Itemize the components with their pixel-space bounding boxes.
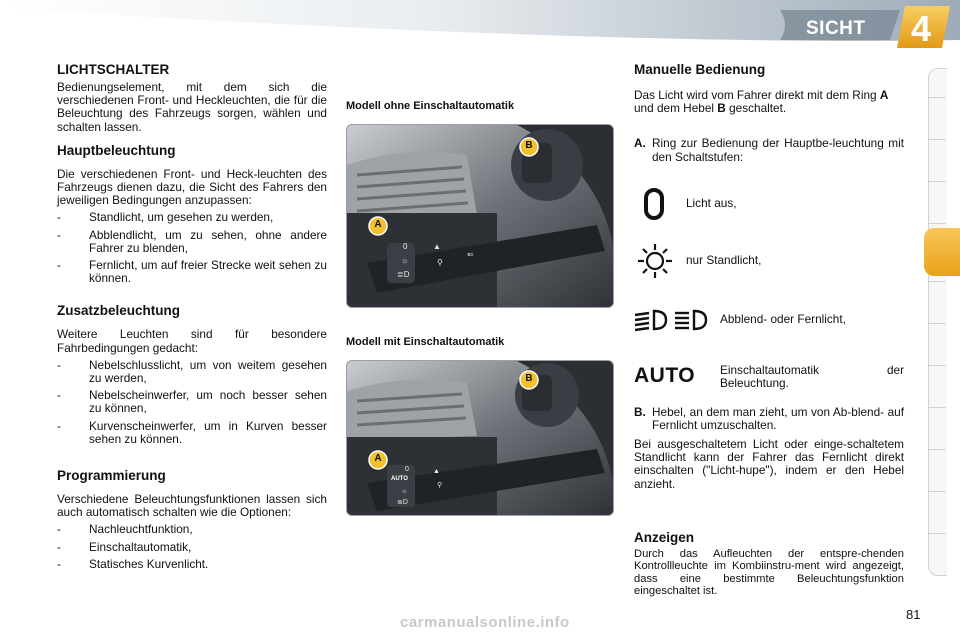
item-b: B. Hebel, an dem man zieht, um von Ab-blend- auf Fernlicht umzuschalten.	[634, 405, 904, 433]
svg-text:☼: ☼	[401, 488, 408, 495]
section-title-lichtschalter: LICHTSCHALTER	[57, 62, 170, 77]
list-item: - Einschaltautomatik,	[57, 539, 192, 554]
page-number: 81	[906, 607, 921, 622]
heading-programmierung: Programmierung	[57, 468, 166, 484]
item-a: A. Ring zur Bedienung der Hauptbe-leuchtung mit den Schaltstufen:	[634, 136, 904, 164]
svg-text:≣D: ≣D	[397, 499, 408, 506]
list-item: - Nachleuchtfunktion,	[57, 522, 193, 537]
svg-text:⚲: ⚲	[437, 482, 443, 489]
list-item: - Nebelschlusslicht, um von weitem gesehen zu werden,	[57, 357, 327, 386]
list-item: - Standlicht, um gesehen zu werden,	[57, 210, 274, 225]
badge-a: A	[374, 453, 382, 464]
list-item: - Abblendlicht, um zu sehen, ohne andere Fahrer zu blenden,	[57, 227, 327, 255]
photo-stalk-without-auto	[346, 124, 614, 308]
list-item: - Nebelscheinwerfer, um noch besser sehen zu können,	[57, 388, 327, 416]
badge-b: B	[525, 373, 533, 384]
svg-text:▲: ▲	[433, 242, 441, 251]
heading-anzeigen: Anzeigen	[634, 530, 695, 545]
badge-b: B	[525, 140, 533, 151]
list-item: - Kurvenscheinwerfer, um in Kurven besser sehen zu können.	[57, 418, 327, 446]
chapter-tab-strip[interactable]	[928, 68, 947, 576]
svg-text:⇐: ⇐	[467, 250, 474, 259]
symbol-row-off: Licht aus,	[640, 186, 737, 222]
programmierung-list	[57, 523, 327, 571]
right-column	[634, 62, 904, 164]
intro-text: Bedienungselement, mit dem sich die verschiedenen Front- und Heckleuchten, die für die Beleuchtung des Fahrzeugs sorgen, wählen und schalten lassen.	[57, 80, 327, 134]
heading-zusatzbeleuchtung: Zusatzbeleuchtung	[57, 303, 181, 319]
light-off-icon	[640, 186, 670, 222]
photo-stalk-with-auto	[346, 360, 614, 516]
anzeigen-text: Durch das Aufleuchten der entspre-chenden Kontrollleuchte im Kombiinstru-ment wird angezeigt, dass eine bestimmte Beleuchtungsfunktion eingeschaltet ist.	[634, 548, 904, 598]
svg-text:▲: ▲	[433, 468, 440, 475]
svg-text:≣D: ≣D	[397, 270, 410, 279]
svg-text:⚲: ⚲	[437, 258, 443, 267]
sidelight-icon	[636, 242, 674, 280]
auto-icon: AUTO	[634, 364, 696, 387]
svg-text:0: 0	[403, 242, 408, 251]
symbol-row-sidelight: nur Standlicht,	[636, 242, 761, 280]
zusatzbeleuchtung-text: Weitere Leuchten sind für besondere Fahrbedingungen gedacht:	[57, 327, 327, 355]
svg-text:0: 0	[405, 466, 409, 473]
badge-a: A	[374, 219, 382, 230]
heading-manuelle-bedienung: Manuelle Bedienung	[634, 62, 766, 77]
list-item: - Statisches Kurvenlicht.	[57, 556, 209, 571]
svg-text:☼: ☼	[401, 256, 409, 265]
left-column	[57, 62, 327, 575]
stalk-auto-label: AUTO	[391, 476, 408, 482]
hauptbeleuchtung-text: Die verschiedenen Front- und Heck-leuchten des Fahrzeugs dienen dazu, die Sicht des Fahrers den jeweiligen Bedingungen anzupassen:	[57, 166, 327, 208]
hauptbeleuchtung-list	[57, 211, 327, 285]
low-high-beam-icon	[632, 306, 712, 334]
manual-intro: Das Licht wird vom Fahrer direkt mit dem Ring A und dem Hebel B geschaltet.	[634, 88, 889, 116]
active-chapter-tab[interactable]	[924, 228, 960, 276]
chapter-number: 4	[910, 8, 932, 49]
list-item: - Fernlicht, um auf freier Strecke weit sehen zu können.	[57, 258, 327, 286]
chapter-title: SICHT	[806, 18, 866, 39]
b-paragraph: Bei ausgeschaltetem Licht oder einge-schaltetem Standlicht kann der Fahrer das Fernlicht direkt einschalten ("Licht-hupe"), indem er den Hebel anzieht.	[634, 437, 904, 491]
caption-model-without-auto: Modell ohne Einschaltautomatik	[346, 100, 515, 112]
symbol-row-beam: Abblend- oder Fernlicht,	[632, 306, 846, 334]
watermark: carmanualsonline.info	[400, 614, 570, 631]
heading-hauptbeleuchtung: Hauptbeleuchtung	[57, 142, 176, 158]
zusatzbeleuchtung-list	[57, 359, 327, 446]
programmierung-text: Verschiedene Beleuchtungsfunktionen lassen sich auch automatisch schalten wie die Optionen:	[57, 492, 327, 520]
caption-model-with-auto: Modell mit Einschaltautomatik	[346, 336, 505, 348]
